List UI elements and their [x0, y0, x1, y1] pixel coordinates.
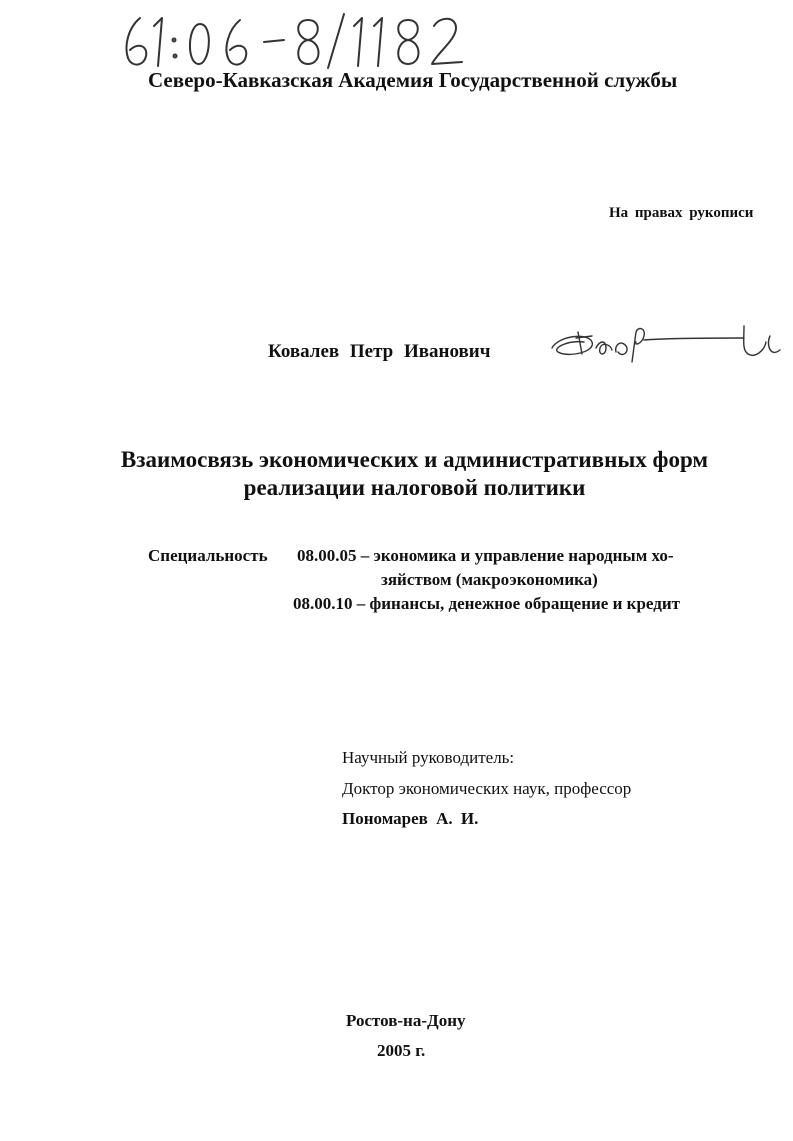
supervisor-name: Пономарев А. И. — [342, 809, 479, 828]
specialty-1-line-2: зяйством (макроэкономика) — [381, 570, 598, 589]
institution-name: Северо-Кавказская Академия Государственной службы — [148, 68, 678, 92]
specialty-2: 08.00.10 – финансы, денежное обращение и кредит — [293, 594, 680, 613]
signature-drawing — [548, 318, 788, 370]
year: 2005 г. — [377, 1041, 426, 1060]
thesis-title-line-2: реализации налоговой политики — [243, 475, 586, 500]
archive-number-drawing — [118, 10, 478, 70]
manuscript-rights-label: На правах рукописи — [609, 205, 754, 221]
supervisor-label: Научный руководитель: — [342, 748, 515, 767]
supervisor-degree: Доктор экономических наук, профессор — [342, 779, 632, 798]
author-signature — [548, 318, 788, 370]
author-name: Ковалев Петр Иванович — [268, 341, 491, 362]
specialty-1-line-1: 08.00.05 – экономика и управление народным хо- — [297, 546, 674, 565]
city: Ростов-на-Дону — [346, 1011, 466, 1030]
thesis-title-line-1: Взаимосвязь экономических и административных форм — [120, 447, 709, 472]
specialty-label: Специальность — [148, 546, 268, 565]
archive-number-handwritten — [118, 10, 478, 70]
